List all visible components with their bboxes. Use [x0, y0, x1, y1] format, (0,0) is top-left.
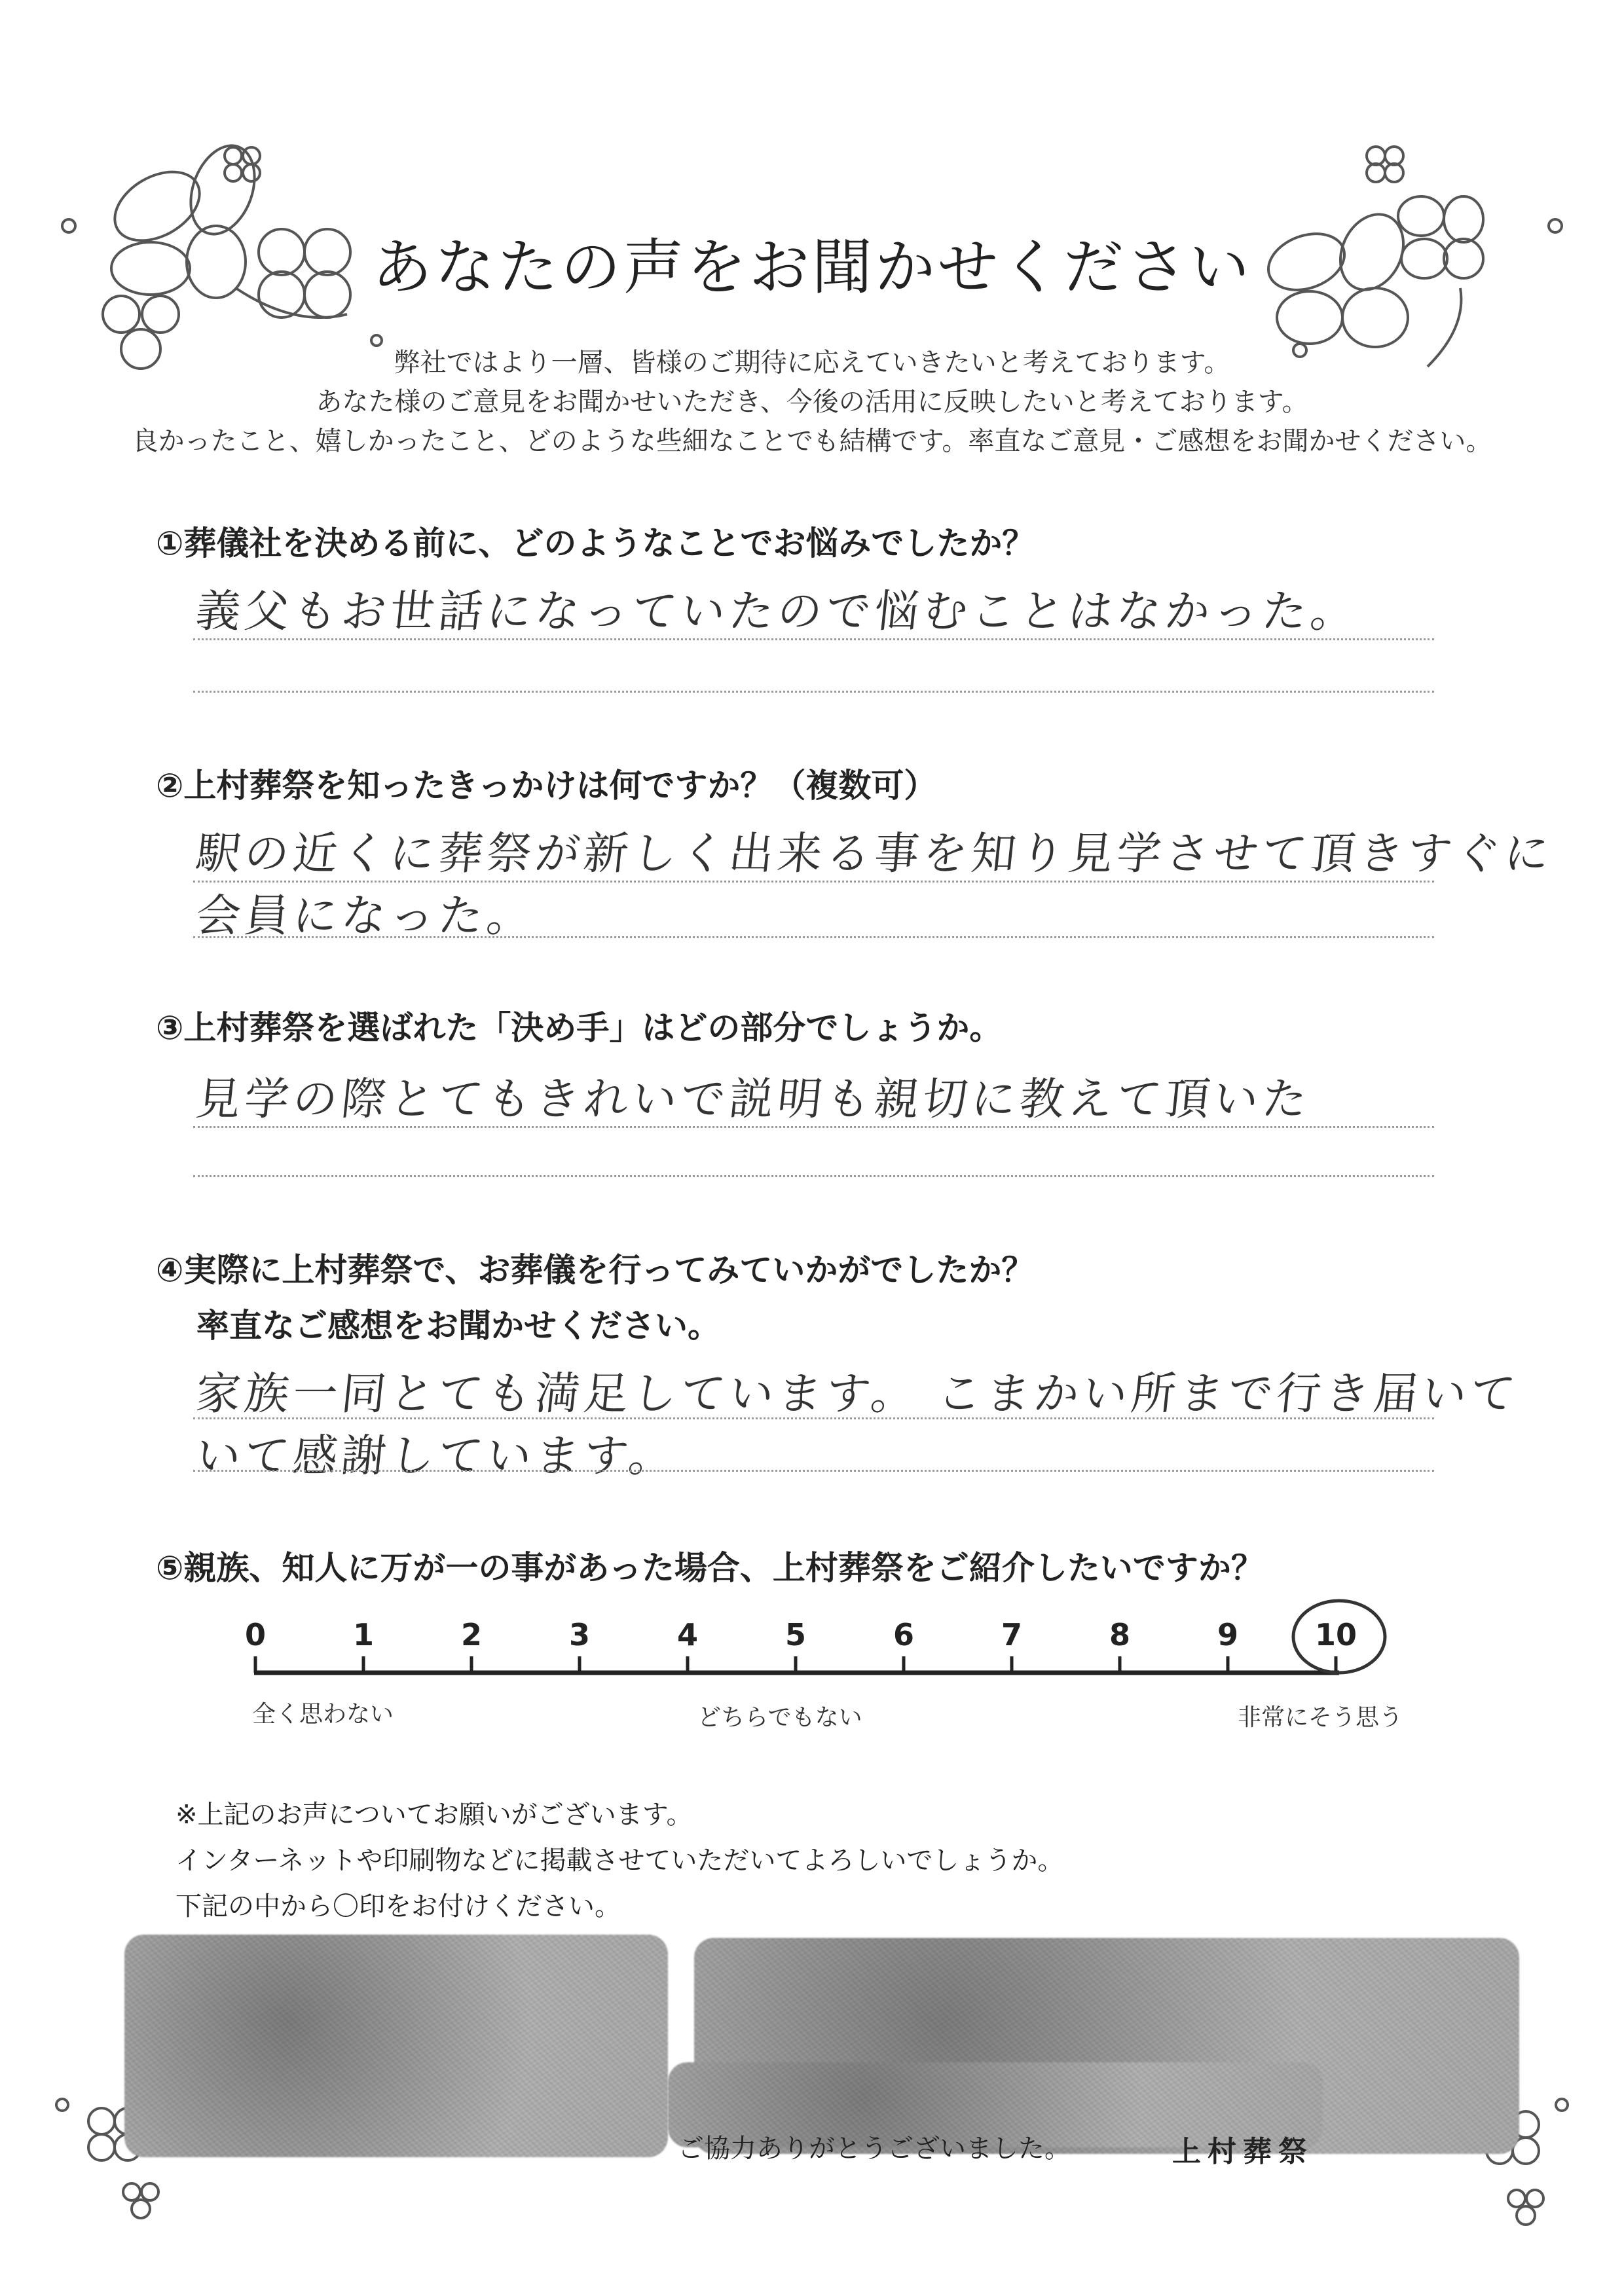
question-3-answer-line-1: 見学の際とてもきれいで説明も親切に教えて頂いた — [193, 1074, 1314, 1125]
footer-thanks: ご協力ありがとうございました。 — [678, 2134, 1071, 2164]
scale-number-5[interactable]: 5 — [784, 1617, 806, 1652]
redacted-area-left — [124, 1935, 668, 2157]
answer-line — [193, 638, 1434, 640]
question-4-answer-line-1: 家族一同とても満足しています。 こまかい所まで行き届いて — [193, 1368, 1522, 1420]
question-2-answer-line-2: 会員になった。 — [193, 890, 538, 942]
answer-line — [193, 881, 1434, 883]
scale-mid-label: どちらでもない — [697, 1704, 862, 1731]
question-5-label: ⑤親族、知人に万が一の事があった場合、上村葬祭をご紹介したいですか？ — [156, 1549, 1264, 1587]
page-title: あなたの声をお聞かせください — [371, 232, 1252, 302]
footer-company: 上村葬祭 — [1172, 2135, 1314, 2168]
scale-number-0[interactable]: 0 — [244, 1617, 266, 1652]
question-2-answer-line-1: 駅の近くに葬祭が新しく出来る事を知り見学させて頂きすぐに — [193, 828, 1556, 880]
note-line-3: 下記の中から〇印をお付けください。 — [175, 1891, 621, 1922]
intro-line-1: 弊社ではより一層、皆様のご期待に応えていきたいと考えております。 — [394, 348, 1230, 378]
question-1-answer-line-1: 義父もお世話になっていたので悩むことはなかった。 — [193, 586, 1362, 638]
answer-line — [193, 1175, 1434, 1177]
scale-high-label: 非常にそう思う — [1238, 1704, 1403, 1731]
scale-number-10[interactable]: 10 — [1314, 1617, 1357, 1652]
question-1-label: ①葬儀社を決める前に、どのようなことでお悩みでしたか？ — [156, 524, 1035, 562]
intro-line-2: あなた様のご意見をお聞かせいただき、今後の活用に反映したいと考えております。 — [316, 387, 1308, 417]
scale-number-6[interactable]: 6 — [893, 1617, 914, 1652]
question-4-label: ④実際に上村葬祭で、お葬儀を行ってみていかがでしたか？ — [156, 1251, 1035, 1289]
scale-number-1[interactable]: 1 — [352, 1617, 374, 1652]
scale-number-9[interactable]: 9 — [1217, 1617, 1238, 1652]
scale-number-8[interactable]: 8 — [1109, 1617, 1130, 1652]
question-2-label: ②上村葬祭を知ったきっかけは何ですか？（複数可） — [156, 767, 937, 805]
note-line-1: ※上記のお声についてお願いがございます。 — [175, 1800, 693, 1830]
question-4-answer-line-2: いて感謝しています。 — [193, 1430, 680, 1482]
answer-line — [193, 1417, 1434, 1419]
scale-number-3[interactable]: 3 — [568, 1617, 590, 1652]
note-line-2: インターネットや印刷物などに掲載させていただいてよろしいでしょうか。 — [175, 1846, 1064, 1876]
scale-number-2[interactable]: 2 — [460, 1617, 482, 1652]
question-3-label: ③上村葬祭を選ばれた「決め手」はどの部分でしょうか。 — [156, 1009, 1003, 1047]
answer-line — [193, 691, 1434, 693]
scale-number-4[interactable]: 4 — [676, 1617, 698, 1652]
scale-low-label: 全く思わない — [252, 1701, 394, 1728]
answer-line — [193, 1470, 1434, 1472]
question-4-sublabel: 率直なご感想をお聞かせください。 — [196, 1307, 720, 1345]
answer-line — [193, 1126, 1434, 1128]
scale-number-7[interactable]: 7 — [1001, 1617, 1022, 1652]
intro-line-3: 良かったこと、嬉しかったこと、どのような些細なことでも結構です。率直なご意見・ご感想をお聞かせください。 — [132, 426, 1492, 456]
answer-line — [193, 936, 1434, 938]
